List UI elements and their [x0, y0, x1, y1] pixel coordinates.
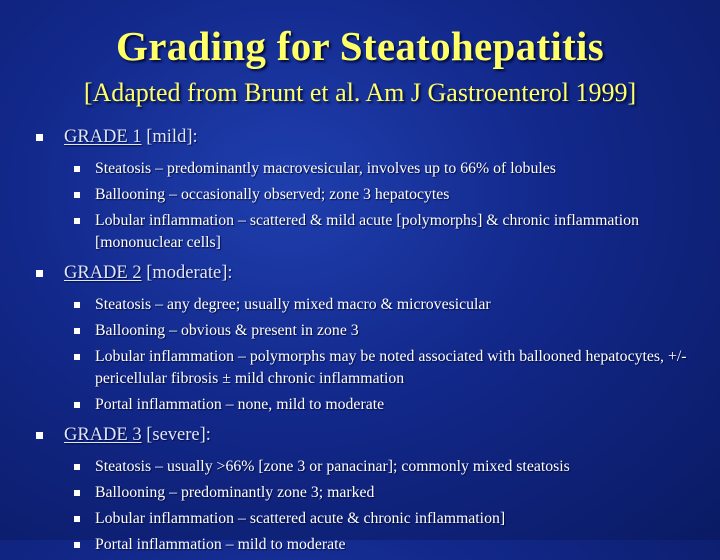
item-text: Lobular inflammation – scattered & mild acute [polymorphs] & chronic inflammation [mononuclear cells]: [95, 212, 639, 251]
item-text: Portal inflammation – mild to moderate: [95, 536, 346, 553]
item-text: Steatosis – predominantly macrovesicular, involves up to 66% of lobules: [95, 160, 556, 177]
list-item: [34, 456, 704, 478]
list-item: [34, 534, 704, 556]
list-item: [34, 394, 704, 416]
item-text: Steatosis – usually >66% [zone 3 or panacinar]; commonly mixed steatosis: [95, 458, 570, 475]
square-bullet-icon: [36, 270, 43, 277]
grade-2-section: [34, 262, 704, 416]
grade-3-section: [34, 424, 704, 556]
item-text: Ballooning – obvious & present in zone 3: [95, 322, 359, 339]
grade-3-qualifier: [severe]:: [141, 425, 211, 445]
list-item: [34, 482, 704, 504]
square-bullet-icon: [74, 192, 80, 198]
grade-1-name: GRADE 1: [64, 127, 142, 147]
square-bullet-icon: [36, 134, 43, 141]
grade-2-name: GRADE 2: [64, 263, 142, 283]
grade-1-items: [34, 158, 704, 254]
square-bullet-icon: [74, 464, 80, 470]
square-bullet-icon: [74, 166, 80, 172]
grade-3-items: [34, 456, 704, 556]
grade-1-heading: [34, 126, 704, 148]
list-item: [34, 346, 704, 390]
square-bullet-icon: [74, 302, 80, 308]
list-item: [34, 184, 704, 206]
grade-3-name: GRADE 3: [64, 425, 142, 445]
square-bullet-icon: [74, 516, 80, 522]
square-bullet-icon: [74, 218, 80, 224]
grade-1-qualifier: [mild]:: [141, 127, 198, 147]
list-item: [34, 158, 704, 180]
item-text: Portal inflammation – none, mild to moderate: [95, 396, 385, 413]
square-bullet-icon: [74, 542, 80, 548]
item-text: Steatosis – any degree; usually mixed macro & microvesicular: [95, 296, 491, 313]
item-text: Ballooning – predominantly zone 3; marked: [95, 484, 375, 501]
grade-2-heading: [34, 262, 704, 284]
square-bullet-icon: [36, 432, 43, 439]
item-text: Lobular inflammation – polymorphs may be noted associated with ballooned hepatocytes, +/- pericellular fibrosis ± mild chronic inflammation: [95, 348, 687, 387]
square-bullet-icon: [74, 328, 80, 334]
list-item: [34, 294, 704, 316]
square-bullet-icon: [74, 402, 80, 408]
grade-1-section: [34, 126, 704, 254]
grade-3-heading: [34, 424, 704, 446]
grade-2-qualifier: [moderate]:: [141, 263, 233, 283]
square-bullet-icon: [74, 354, 80, 360]
square-bullet-icon: [74, 490, 80, 496]
list-item: [34, 320, 704, 342]
item-text: Ballooning – occasionally observed; zone 3 hepatocytes: [95, 186, 450, 203]
list-item: [34, 508, 704, 530]
slide-title: Grading for Steatohepatitis: [116, 23, 604, 69]
item-text: Lobular inflammation – scattered acute & chronic inflammation]: [95, 510, 506, 527]
slide-subtitle: [Adapted from Brunt et al. Am J Gastroenterol 1999]: [83, 78, 637, 107]
grade-2-items: [34, 294, 704, 416]
list-item: [34, 210, 704, 254]
grade-list: [34, 126, 704, 560]
